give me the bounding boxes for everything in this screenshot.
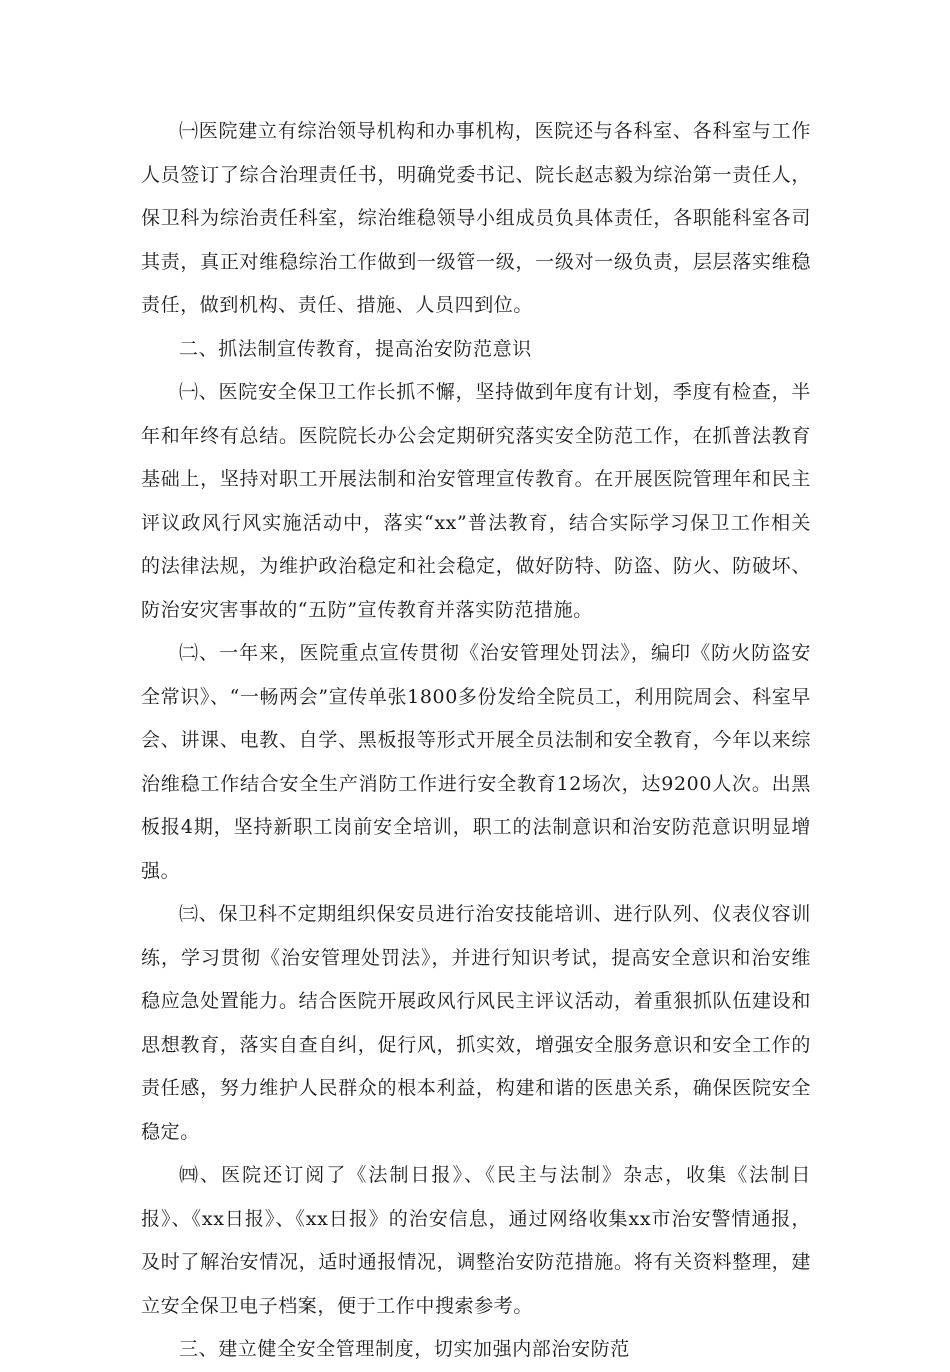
- paragraph-item-1: ㈠、医院安全保卫工作长抓不懈，坚持做到年度有计划，季度有检查，半年和年终有总结。医院院长办公会定期研究落实安全防范工作，在抓普法教育基础上，坚持对职工开展法制和治安管理宣传教育。在开展医院管理年和民主评议政风行风实施活动中，落实“xx”普法教育，结合实际学习保卫工作相关的法律法规，为维护政治稳定和社会稳定，做好防特、防盗、防火、防破坏、防治安灾害事故的“五防”宣传教育并落实防范措施。: [141, 381, 811, 621]
- paragraph-leadership: ㈠医院建立有综治领导机构和办事机构，医院还与各科室、各科室与工作人员签订了综合治理责任书，明确党委书记、院长赵志毅为综治第一责任人，保卫科为综治责任科室，综治维稳领导小组成员负具体责任，各职能科室各司其责，真正对维稳综治工作做到一级管一级，一级对一级负责，层层落实维稳责任，做到机构、责任、措施、人员四到位。: [141, 120, 811, 316]
- section-heading-safety-management: 三、建立健全安全管理制度，切实加强内部治安防范: [179, 1338, 630, 1360]
- document-body: [141, 110, 811, 1372]
- section-heading-legal-education: 二、抓法制宣传教育，提高治安防范意识: [179, 337, 532, 360]
- paragraph-item-4: ㈣、医院还订阅了《法制日报》、《民主与法制》杂志，收集《法制日报》、《xx日报》、《xx日报》的治安信息，通过网络收集xx市治安警情通报，及时了解治安情况，适时通报情况，调整治安防范措施。将有关资料整理，建立安全保卫电子档案，便于工作中搜索参考。: [141, 1164, 811, 1317]
- paragraph-item-3: ㈢、保卫科不定期组织保安员进行治安技能培训、进行队列、仪表仪容训练，学习贯彻《治安管理处罚法》，并进行知识考试，提高安全意识和治安维稳应急处置能力。结合医院开展政风行风民主评议活动，着重狠抓队伍建设和思想教育，落实自查自纠，促行风，抓实效，增强安全服务意识和安全工作的责任感，努力维护人民群众的根本利益，构建和谐的医患关系，确保医院安全稳定。: [141, 903, 811, 1143]
- paragraph-item-2: ㈡、一年来，医院重点宣传贯彻《治安管理处罚法》，编印《防火防盗安全常识》、“一畅两会”宣传单张1800多份发给全院员工，利用院周会、科室早会、讲课、电教、自学、黑板报等形式开展全员法制和安全教育，今年以来综治维稳工作结合安全生产消防工作进行安全教育12场次，达9200人次。出黑板报4期，坚持新职工岗前安全培训，职工的法制意识和治安防范意识明显增强。: [141, 642, 811, 882]
